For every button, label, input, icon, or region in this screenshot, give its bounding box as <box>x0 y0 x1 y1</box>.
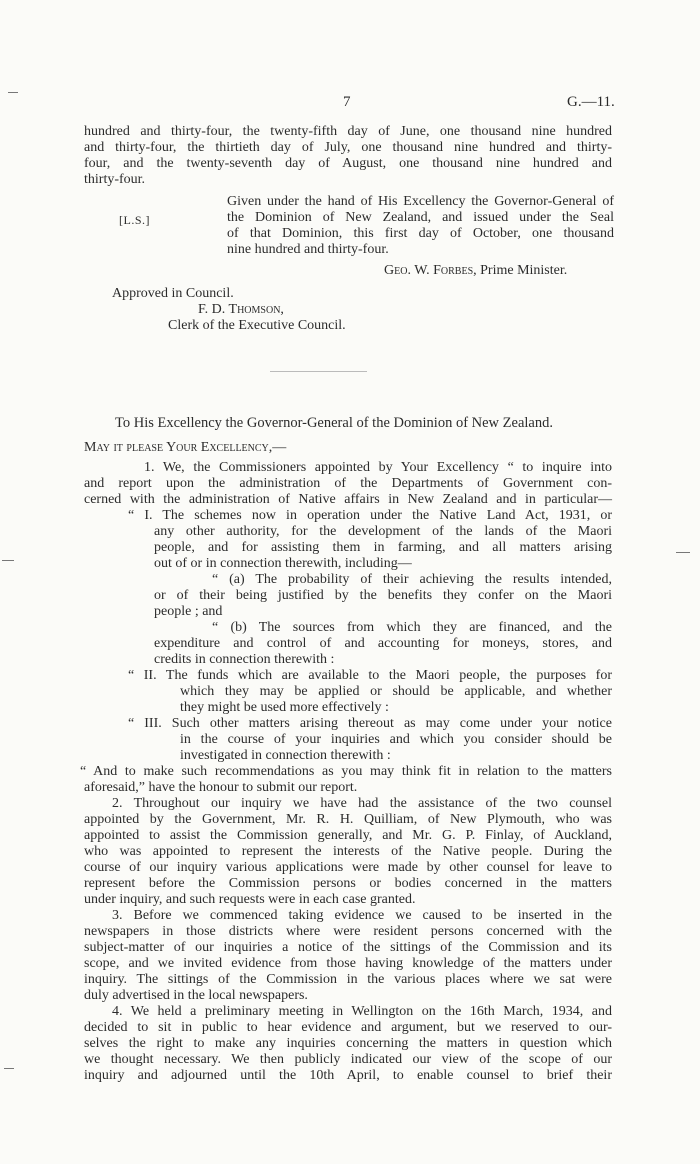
report-line: any other authority, for the development of the lands of the Maori <box>154 524 612 539</box>
report-line: out of or in connection therewith, including— <box>154 556 412 571</box>
document-reference: G.—11. <box>567 94 615 110</box>
report-line: appointed by the Government, Mr. R. H. Quilliam, of New Plymouth, who was <box>84 812 612 827</box>
report-line: represent before the Commission persons or bodies concerned in the matters <box>84 876 612 891</box>
scan-mark-left-3 <box>4 1068 14 1069</box>
clerk-name-line <box>198 302 284 318</box>
signatory-name: Geo. W. Forbes <box>384 263 474 278</box>
report-line: newspapers in those districts where were resident persons concerned with the <box>84 924 612 939</box>
report-line: “ II. The funds which are available to the Maori people, the purposes for <box>128 668 612 683</box>
report-line: “ And to make such recommendations as you may think fit in relation to the matters <box>80 764 612 779</box>
given-line: nine hundred and thirty-four. <box>227 242 389 257</box>
seal-mark: [L.S.] <box>119 213 150 227</box>
report-line: course of our inquiry various applications were made by other counsel for leave to <box>84 860 612 875</box>
signatory-title: , Prime Minister. <box>473 263 568 278</box>
clerk-name: F. D. Thomson <box>198 302 281 317</box>
section-divider <box>270 371 367 372</box>
report-line: scope, and we invited evidence from those having knowledge of the matters under <box>84 956 612 971</box>
report-line: people ; and <box>154 604 223 619</box>
warrant-line: and thirty-four, the thirtieth day of July, one thousand nine hundred and thirty- <box>84 140 612 155</box>
report-line: subject-matter of our inquiries a notice of the sittings of the Commission and its <box>84 940 612 955</box>
report-line: “ I. The schemes now in operation under the Native Land Act, 1931, or <box>128 508 612 523</box>
report-line: in the course of your inquiries and which you consider should be <box>180 732 612 747</box>
report-line: 1. We, the Commissioners appointed by Your Excellency “ to inquire into <box>144 460 612 475</box>
report-line: duly advertised in the local newspapers. <box>84 988 308 1003</box>
report-line: investigated in connection therewith : <box>180 748 391 763</box>
given-line: the Dominion of New Zealand, and issued under the Seal <box>227 210 614 225</box>
salutation: May it please Your Excellency,— <box>84 440 287 455</box>
scan-mark-right <box>676 552 690 553</box>
report-line: they might be used more effectively : <box>180 700 389 715</box>
scan-mark-left-2 <box>2 560 14 561</box>
report-line: or of their being justified by the benefits they confer on the Maori <box>154 588 612 603</box>
report-line: “ (b) The sources from which they are financed, and the <box>212 620 612 635</box>
report-line: 4. We held a preliminary meeting in Wellington on the 16th March, 1934, and <box>112 1004 612 1019</box>
report-line: aforesaid,” have the honour to submit our report. <box>84 780 358 795</box>
report-line: people, and for assisting them in farming, and all matters arising <box>154 540 612 555</box>
report-line: appointed to assist the Commission generally, and Mr. G. P. Finlay, of Auckland, <box>84 828 612 843</box>
report-line: 3. Before we commenced taking evidence we caused to be inserted in the <box>112 908 612 923</box>
clerk-name-suffix: , <box>280 302 284 317</box>
report-address: To His Excellency the Governor-General of the Dominion of New Zealand. <box>115 415 553 431</box>
approved-in-council: Approved in Council. <box>112 286 234 301</box>
report-line: who was appointed to represent the interests of the Native people. During the <box>84 844 612 859</box>
report-line: selves the right to make any inquiries concerning the matters in question which <box>84 1036 612 1051</box>
report-line: which they may be applied or should be applicable, and whether <box>180 684 612 699</box>
prime-minister-signature <box>384 263 567 279</box>
report-line: cerned with the administration of Native affairs in New Zealand and in particular— <box>84 492 612 507</box>
report-line: “ (a) The probability of their achieving the results intended, <box>212 572 612 587</box>
given-line: of that Dominion, this first day of October, one thousand <box>227 226 614 241</box>
scan-mark-left <box>8 92 18 93</box>
clerk-title: Clerk of the Executive Council. <box>168 318 346 333</box>
report-line: expenditure and control of and accounting for moneys, stores, and <box>154 636 612 651</box>
report-line: and report upon the administration of the Departments of Government con- <box>84 476 612 491</box>
report-line: inquiry and adjourned until the 10th April, to enable counsel to brief their <box>84 1068 612 1083</box>
report-line: credits in connection therewith : <box>154 652 335 667</box>
given-line: Given under the hand of His Excellency the Governor-General of <box>227 194 614 209</box>
report-line: “ III. Such other matters arising thereout as may come under your notice <box>128 716 612 731</box>
report-line: decided to sit in public to hear evidence and argument, but we reserved to our- <box>84 1020 612 1035</box>
report-line: 2. Throughout our inquiry we have had the assistance of the two counsel <box>112 796 612 811</box>
report-line: under inquiry, and such requests were in each case granted. <box>84 892 416 907</box>
warrant-line: thirty-four. <box>84 172 146 187</box>
page-number: 7 <box>343 94 351 110</box>
warrant-line: hundred and thirty-four, the twenty-fifth day of June, one thousand nine hundred <box>84 124 612 139</box>
warrant-line: four, and the twenty-seventh day of August, one thousand nine hundred and <box>84 156 612 171</box>
report-line: we thought necessary. We then publicly indicated our view of the scope of our <box>84 1052 612 1067</box>
report-line: inquiry. The sittings of the Commission in the various places where we sat were <box>84 972 612 987</box>
